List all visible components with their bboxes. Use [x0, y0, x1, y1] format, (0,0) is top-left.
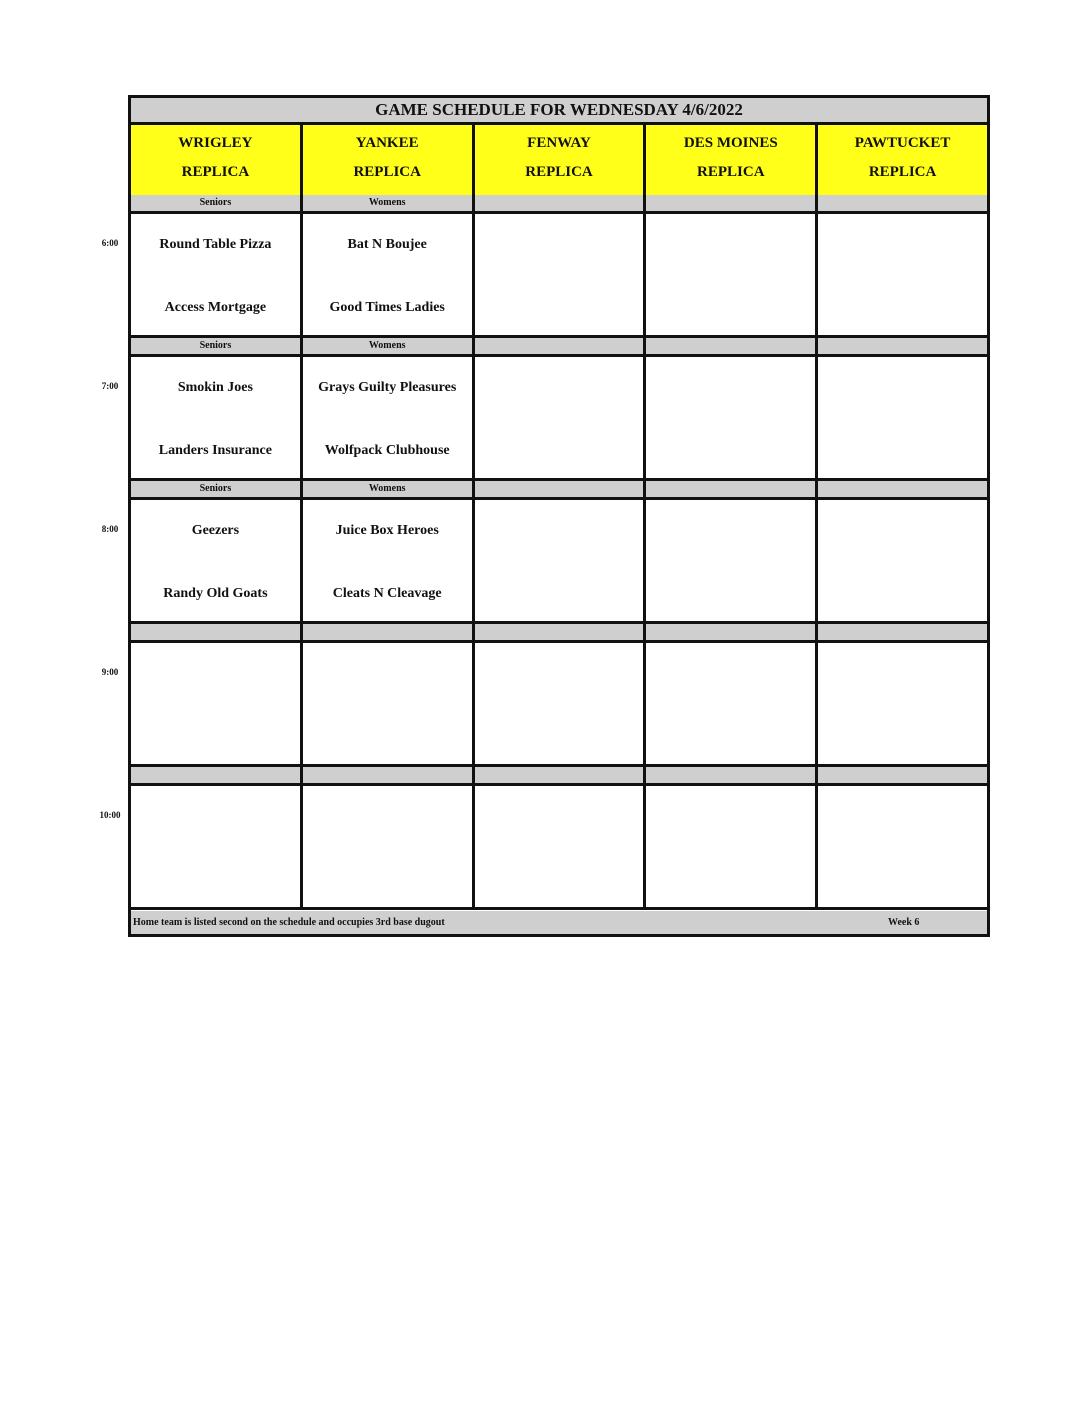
division-label: [818, 195, 987, 211]
game-cell: [131, 357, 303, 478]
schedule-table: [128, 95, 990, 937]
away-team: Grays Guilty Pleasures: [318, 380, 457, 395]
division-label: [475, 195, 647, 211]
game-cell: [303, 500, 475, 621]
game-cell: [303, 357, 475, 478]
game-cell: [303, 786, 475, 907]
home-team: Good Times Ladies: [329, 300, 445, 315]
game-cell: [475, 357, 647, 478]
time-slot: [131, 338, 987, 481]
game-cell: [646, 500, 818, 621]
game-cell: [818, 643, 987, 764]
game-cell: [475, 786, 647, 907]
game-row: [131, 500, 987, 624]
home-team: Landers Insurance: [158, 443, 272, 458]
game-cell: [818, 214, 987, 335]
field-type: REPLICA: [181, 164, 250, 180]
division-label: [646, 767, 818, 783]
division-label: Womens: [303, 481, 475, 497]
field-name: PAWTUCKET: [854, 135, 951, 151]
field-header: [818, 125, 987, 195]
game-cell: [818, 786, 987, 907]
game-row: [131, 214, 987, 338]
game-cell: [475, 214, 647, 335]
footer-note: Home team is listed second on the schedule and occupies 3rd base dugout: [133, 917, 445, 928]
field-header: [131, 125, 303, 195]
division-row: [131, 624, 987, 643]
game-cell: [303, 643, 475, 764]
game-cell: [303, 214, 475, 335]
division-label: [646, 481, 818, 497]
division-label: [131, 767, 303, 783]
division-label: [475, 767, 647, 783]
division-label: [475, 481, 647, 497]
schedule-title: GAME SCHEDULE FOR WEDNESDAY 4/6/2022: [131, 98, 987, 125]
game-cell: [646, 643, 818, 764]
division-label: [646, 338, 818, 354]
game-row: [131, 643, 987, 767]
division-label: [131, 624, 303, 640]
field-type: REPLICA: [525, 164, 593, 180]
time-label: 10:00: [99, 810, 121, 820]
field-type: REPLICA: [697, 164, 765, 180]
field-header: [646, 125, 818, 195]
game-cell: [646, 786, 818, 907]
field-header: [303, 125, 475, 195]
game-cell: [475, 643, 647, 764]
game-row: [131, 786, 987, 910]
time-label: 9:00: [101, 667, 119, 677]
home-team: Cleats N Cleavage: [332, 586, 442, 601]
division-row: [131, 767, 987, 786]
field-name: YANKEE: [355, 135, 419, 151]
game-cell: [131, 786, 303, 907]
field-header-row: [131, 125, 987, 198]
division-label: [475, 338, 647, 354]
division-label: [646, 195, 818, 211]
division-label: [303, 767, 475, 783]
time-label: 7:00: [101, 381, 119, 391]
away-team: Smokin Joes: [177, 380, 253, 395]
field-name: DES MOINES: [683, 135, 778, 151]
division-label: Seniors: [131, 195, 303, 211]
game-cell: [818, 357, 987, 478]
time-label: 6:00: [101, 238, 119, 248]
week-label: Week 6: [888, 917, 920, 928]
division-label: [818, 338, 987, 354]
game-cell: [475, 500, 647, 621]
division-label: [818, 624, 987, 640]
time-slot: [131, 481, 987, 624]
division-row: [131, 338, 987, 357]
time-slot: [131, 767, 987, 910]
division-label: [475, 624, 647, 640]
division-label: [303, 624, 475, 640]
division-label: Womens: [303, 338, 475, 354]
field-name: FENWAY: [527, 135, 591, 151]
division-label: [646, 624, 818, 640]
field-name: WRIGLEY: [178, 135, 253, 151]
home-team: Randy Old Goats: [163, 586, 268, 601]
away-team: Round Table Pizza: [159, 237, 272, 252]
game-cell: [818, 500, 987, 621]
game-cell: [131, 643, 303, 764]
footer-bar: [131, 911, 987, 934]
home-team: Access Mortgage: [164, 300, 267, 315]
game-cell: [646, 357, 818, 478]
division-label: Seniors: [131, 481, 303, 497]
game-cell: [131, 500, 303, 621]
division-label: [818, 767, 987, 783]
division-label: [818, 481, 987, 497]
game-cell: [131, 214, 303, 335]
away-team: Juice Box Heroes: [335, 523, 439, 538]
time-slot: [131, 624, 987, 767]
division-row: [131, 481, 987, 500]
field-header: [475, 125, 647, 195]
game-cell: [646, 214, 818, 335]
division-row: [131, 195, 987, 214]
time-label: 8:00: [101, 524, 119, 534]
home-team: Wolfpack Clubhouse: [324, 443, 450, 458]
time-slot: [131, 195, 987, 338]
away-team: Bat N Boujee: [347, 237, 427, 252]
division-label: Womens: [303, 195, 475, 211]
away-team: Geezers: [191, 523, 240, 538]
game-row: [131, 357, 987, 481]
field-type: REPLICA: [868, 164, 937, 180]
field-type: REPLICA: [353, 164, 421, 180]
division-label: Seniors: [131, 338, 303, 354]
